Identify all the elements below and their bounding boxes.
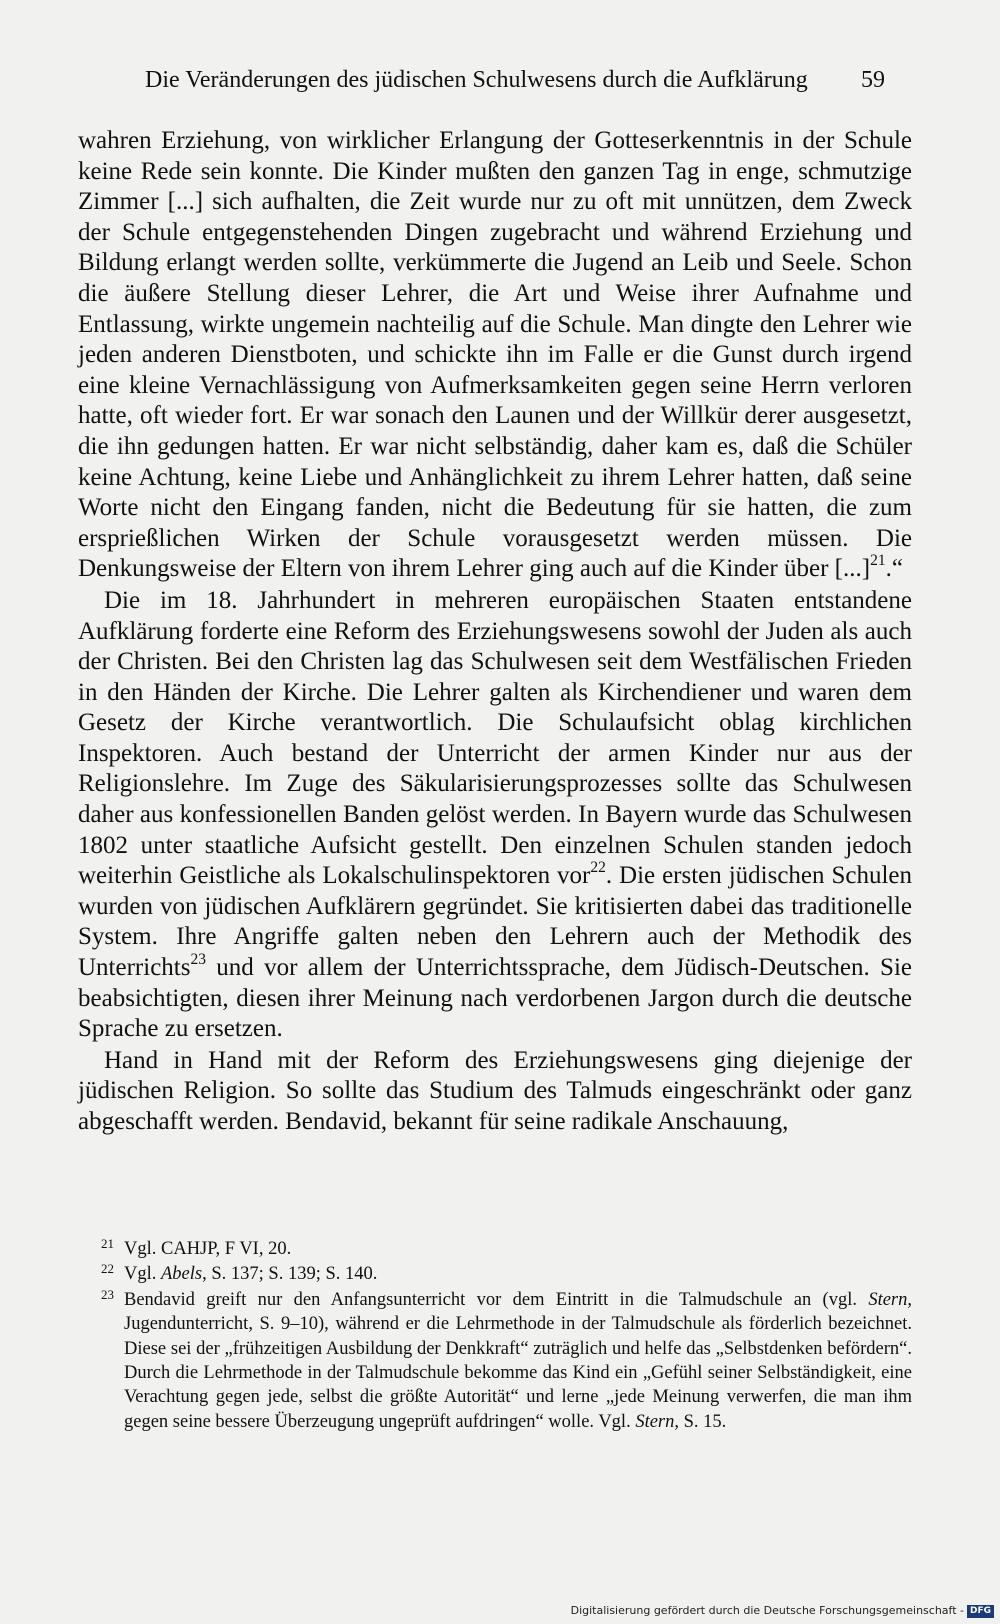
footnote-ref-23: 23 [190, 951, 206, 969]
footnote-text: Vgl. CAHJP, F VI, 20. [124, 1239, 292, 1259]
footnote-text-part: , S. 15. [674, 1411, 727, 1432]
footnote-ref-21: 21 [870, 552, 886, 570]
footnote-21 [78, 1237, 912, 1262]
closing-quote: .“ [885, 555, 903, 583]
author-name: Abels [161, 1264, 203, 1285]
footnote-23 [78, 1288, 912, 1434]
paragraph-quote-continuation [78, 126, 912, 585]
footnote-text [124, 1288, 912, 1434]
footnote-text-part: Bendavid greift nur den Anfangsunterricht vor dem Eintritt in die Talmudschule an (vgl. [124, 1289, 869, 1310]
main-text [78, 126, 912, 1138]
footnote-number: 22 [101, 1261, 114, 1277]
author-name: Stern [868, 1289, 908, 1310]
paragraph-text: Die im 18. Jahrhundert in mehreren europäischen Staaten entstandene Aufklärung forderte eine Reform des Erziehungswesens sowohl der Juden als auch der Christen. Bei den Christen lag das Schulwesen seit dem Westfälischen Frieden in den Händen der Kirche. Die Lehrer galten als Kirchendiener und waren dem Gesetz der Kirche verantwortlich. Die Schulaufsicht oblag kirchlichen Inspektoren. Auch bestand der Unterricht der armen Kinder nur aus der Religionslehre. Im Zuge des Säkularisierungsprozesses sollte das Schulwesen daher aus konfessionellen Banden gelöst werden. In Bayern wurde das Schulwesen 1802 unter staatliche Aufsicht gestellt. Den einzelnen Schulen standen jedoch weiterhin Geistliche als Lokalschulinspektoren vor [78, 586, 912, 890]
footnote-text-part: , S. 137; S. 139; S. 140. [202, 1264, 378, 1285]
paragraph-aufklaerung [78, 586, 912, 1045]
footnote-text-part: , Jugendunterricht, S. 9–10), während er die Lehrmethode in der Talmudschule als förderlich bezeichnet. Diese sei der „frühzeitigen Ausbildung der Denkkraft“ zuträglich und helfe das „Selbstdenken befördern“. Durch die Lehrmethode in der Talmudschule bekomme das Kind ein „Gefühl seiner Selbständigkeit, eine Verachtung gegen jede, selbst die größte Autorität“ und lerne „jede Meinung verwerfen, die man ihm gegen seine bessere Überzeugung ungeprüft aufdringen“ wolle. Vgl. [124, 1289, 912, 1432]
author-name: Stern [635, 1411, 675, 1432]
dfg-logo: DFG [967, 1605, 994, 1618]
paragraph-text: . Die ersten jüdischen Schulen wurden von jüdischen Aufklärern gegründet. Sie kritisierten dabei das traditionelle System. Ihre Angriffe galten neben den Lehrern auch der Methodik des Unterrichts [78, 862, 912, 982]
running-header [145, 62, 885, 98]
footnote-number: 23 [101, 1286, 114, 1302]
footnote-ref-22: 22 [590, 859, 606, 877]
footnote-text-part: Vgl. [124, 1264, 161, 1285]
digitization-footer [571, 1602, 994, 1620]
running-title: Die Veränderungen des jüdischen Schulwesens durch die Aufklärung [145, 67, 808, 93]
funding-note: Digitalisierung gefördert durch die Deutsche Forschungsgemeinschaft - [570, 1604, 964, 1617]
footnote-number: 21 [101, 1236, 114, 1251]
page-number: 59 [861, 67, 885, 93]
footnote-text [124, 1262, 912, 1286]
paragraph-text: und vor allem der Unterrichtssprache, dem Jüdisch-Deutschen. Sie beabsichtigten, diesen ihrer Meinung nach verdorbenen Jargon durch die deutsche Sprache zu ersetzen. [78, 954, 912, 1043]
paragraph-text: wahren Erziehung, von wirklicher Erlangung der Gotteserkenntnis in der Schule keine Rede sein konnte. Die Kinder mußten den ganzen Tag in enge, schmutzige Zimmer [...] sich aufhalten, die Zeit wurde nur zu oft mit unnützen, dem Zweck der Schule entgegenstehenden Dingen zugebracht und während Erziehung und Bildung erlangt werden sollte, verkümmerte die Jugend an Leib und Seele. Schon die äußere Stellung dieser Lehrer, die Art und Weise ihrer Aufnahme und Entlassung, wirkte ungemein nachteilig auf die Schule. Man dingte den Lehrer wie jeden anderen Dienstboten, und schickte ihn im Falle er die Gunst durch irgend eine kleine Vernachlässigung von Aufmerksamkeiten gegen seine Herrn verloren hatte, oft wieder fort. Er war sonach den Launen und der Willkür derer ausgesetzt, die ihn gedungen hatten. Er war nicht selbständig, daher kam es, daß die Schüler keine Achtung, keine Liebe und Anhänglichkeit zu ihrem Lehrer hatten, daß seine Worte nicht den Eingang fanden, nicht die Bedeutung für sie hatten, die zum ersprießlichen Wirken der Schule vorausgesetzt werden müssen. Die Denkungsweise der Eltern von ihrem Lehrer ging auch auf die Kinder über [...] [78, 127, 912, 583]
footnote-22 [78, 1262, 912, 1287]
footnotes [78, 1237, 912, 1434]
paragraph-religion-reform: Hand in Hand mit der Reform des Erziehungswesens ging diejenige der jüdischen Religion. So sollte das Studium des Talmuds eingeschränkt oder ganz abgeschafft werden. Bendavid, bekannt für seine radikale Anschauung, [78, 1046, 912, 1135]
